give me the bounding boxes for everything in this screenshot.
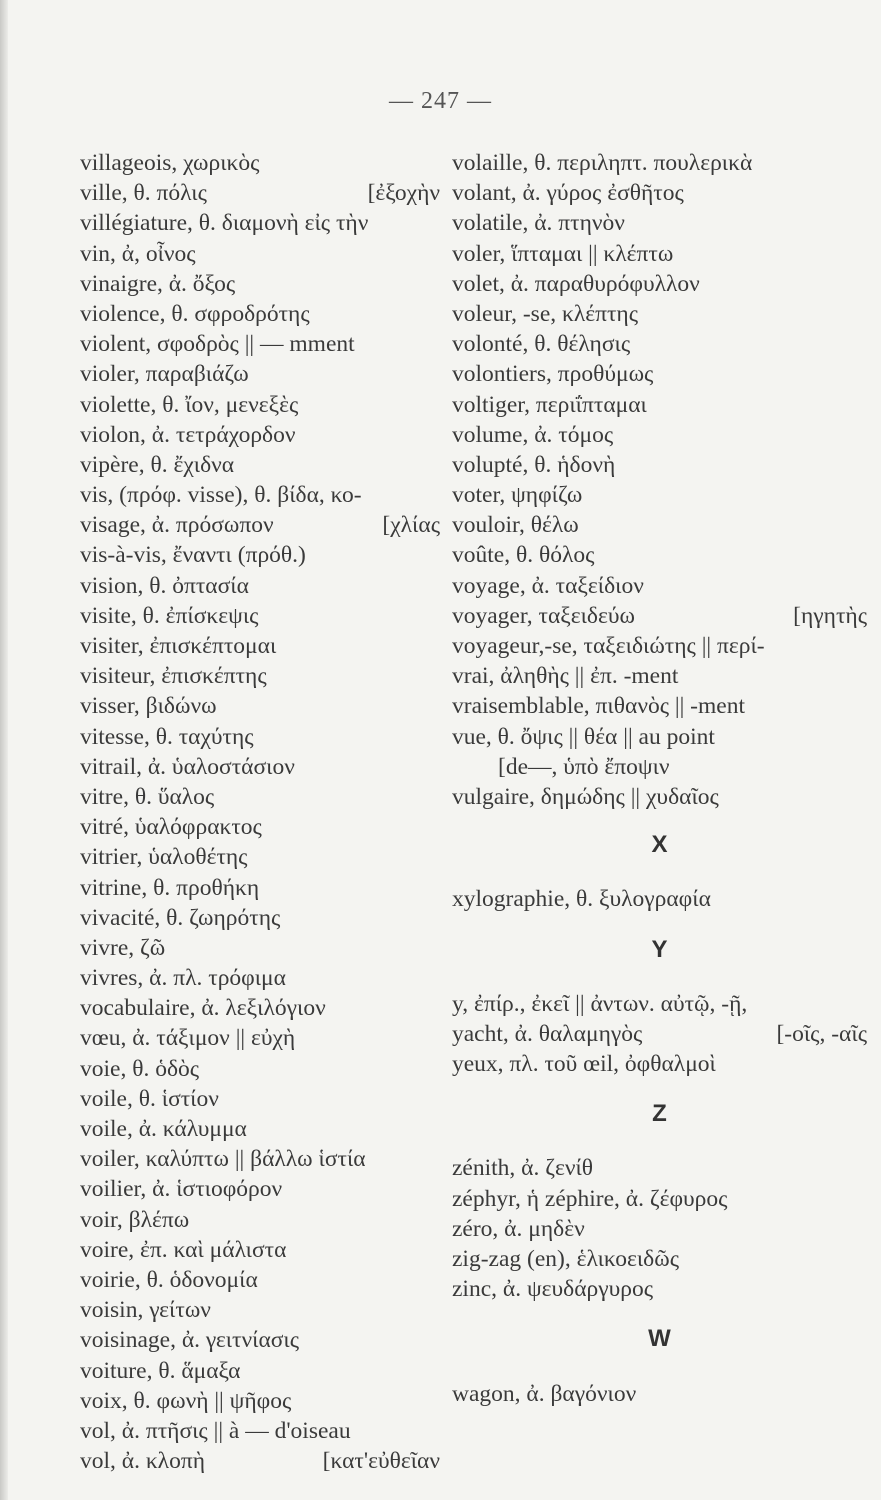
dictionary-entry [80,299,440,329]
entry-text: vis-à-vis, ἔναντι (πρόθ.) [80,542,306,569]
dictionary-entry [452,989,867,1019]
entry-text: vol, ἀ. κλοπὴ [80,1448,205,1475]
entry-text: vitré, ὑαλόφρακτος [80,814,262,841]
entry-text: voûte, θ. θόλος [452,542,595,569]
entry-text: vivre, ζῶ [80,934,166,961]
dictionary-entry [80,480,440,510]
entry-text: voirie, θ. ὁδονομία [80,1266,258,1293]
entry-text: voltiger, περιΐπταμαι [452,391,647,418]
entry-text: voleur, -se, κλέπτης [452,300,639,327]
dictionary-entry [80,1265,440,1295]
page-number: — 247 — [389,88,492,114]
section-letter-z: Z [652,1100,667,1128]
dictionary-entry [80,1023,440,1053]
dictionary-entry [80,903,440,933]
entry-text: zig-zag (en), ἑλικοειδῶς [452,1246,680,1273]
entry-text: visite, θ. ἐπίσκεψις [80,602,259,629]
dictionary-entry [452,480,867,510]
entry-text: volet, ἀ. παραθυρόφυλλον [452,270,700,297]
entry-text: yeux, πλ. τοῦ œil, ὀφθαλμοὶ [452,1051,716,1078]
entry-continuation: [χλίας [382,512,440,539]
entry-text: volume, ἀ. τόμος [452,421,614,448]
dictionary-entry [452,450,867,480]
dictionary-entry [452,510,867,540]
entry-text: [de—, ὑπὸ ἔποψιν [498,753,670,780]
entry-text: volatile, ἀ. πτηνὸν [452,210,625,237]
entry-text: voile, ἀ. κάλυμμα [80,1116,247,1142]
entry-text: vivacité, θ. ζωηρότης [80,904,281,931]
dictionary-entry [452,359,867,389]
entry-text: wagon, ἀ. βαγόνιον [452,1380,637,1407]
entry-text: vipère, θ. ἔχιδνα [80,451,235,478]
page-binding-edge [0,0,8,1500]
dictionary-entry [452,239,867,269]
entry-text: violon, ἀ. τετράχορδον [80,421,296,448]
entry-continuation: [κατ'εὐθεῖαν [322,1448,440,1475]
dictionary-entry [452,1244,867,1274]
entry-text: visser, βιδώνω [80,693,217,720]
dictionary-entry [80,420,440,450]
entry-text: vis, (πρόφ. visse), θ. βίδα, κο- [80,482,362,509]
dictionary-entry [80,691,440,721]
entry-text: xylographie, θ. ξυλογραφία [452,886,711,913]
entry-text: volant, ἀ. γύρος ἐσθῆτος [452,180,684,207]
x-entries-list [452,884,867,914]
y-entries-list [452,989,867,1080]
entry-text: voilier, ἀ. ἱστιοφόρον [80,1176,283,1203]
dictionary-entry [452,1019,867,1049]
entry-text: voix, θ. φωνὴ || ψῆφος [80,1387,292,1414]
entry-text: zinc, ἀ. ψευδάργυρος [452,1276,654,1303]
dictionary-entry [80,631,440,661]
dictionary-entry [452,148,867,178]
entry-text: vue, θ. ὄψις || θέα || au point [452,723,715,750]
dictionary-entry [452,178,867,208]
dictionary-entry [80,661,440,691]
dictionary-entry [80,390,440,420]
entry-text: violette, θ. ἴον, μενεξὲς [80,391,299,418]
entry-text: voire, ἐπ. καὶ μάλιστα [80,1236,287,1263]
v-entries-list [452,148,867,812]
entry-text: vrai, ἀληθὴς || ἐπ. -ment [452,663,679,690]
entry-continuation: [ἐξοχὴν [367,180,440,207]
entry-text: voisin, γείτων [80,1297,211,1324]
dictionary-entry [80,1174,440,1204]
entry-text: vivres, ἀ. πλ. τρόφιμα [80,965,286,992]
dictionary-entry [452,782,867,812]
dictionary-entry [80,1325,440,1355]
z-entries-list [452,1153,867,1304]
dictionary-entry [80,1356,440,1386]
dictionary-entry [80,1084,440,1114]
entry-text: visiteur, ἐπισκέπτης [80,663,267,690]
dictionary-entry [80,571,440,601]
entry-text: voie, θ. ὁδὸς [80,1055,200,1082]
entry-text: voiler, καλύπτω || βάλλω ἱστία [80,1146,366,1173]
entry-text: zéro, ἀ. μηδὲν [452,1215,585,1242]
dictionary-entry [452,540,867,570]
entry-text: voir, βλέπω [80,1206,190,1233]
dictionary-entry [452,329,867,359]
dictionary-entry [80,269,440,299]
dictionary-entry [80,782,440,812]
dictionary-entry [80,993,440,1023]
entry-text: vouloir, θέλω [452,512,579,539]
dictionary-entry [452,884,867,914]
dictionary-entry [80,812,440,842]
entry-text: vol, ἀ. πτῆσις || à — d'oiseau [80,1417,351,1444]
dictionary-entry [80,239,440,269]
dictionary-entry [80,1386,440,1416]
dictionary-entry [80,359,440,389]
dictionary-entry [452,1214,867,1244]
dictionary-entry [80,873,440,903]
dictionary-entry [80,933,440,963]
entry-text: vitrier, ὑαλοθέτης [80,844,248,871]
dictionary-entry [452,208,867,238]
entry-text: voyage, ἀ. ταξείδιον [452,572,644,599]
entry-text: vraisemblable, πιθανὸς || -ment [452,693,745,720]
entry-text: volonté, θ. θέλησις [452,331,631,358]
dictionary-entry [452,631,867,661]
entry-text: volupté, θ. ἡδονὴ [452,451,616,478]
entry-text: vitre, θ. ὕαλος [80,783,215,810]
w-entries-list [452,1379,867,1409]
entry-text: vinaigre, ἀ. ὄξος [80,270,236,297]
entry-continuation: [-οῖς, -αῖς [776,1020,867,1047]
dictionary-entry [452,269,867,299]
entry-text: vitrine, θ. προθήκη [80,874,260,901]
dictionary-entry [80,1235,440,1265]
entry-text: voisinage, ἀ. γειτνίασις [80,1327,300,1354]
dictionary-entry [80,1054,440,1084]
right-column [452,148,867,1409]
entry-text: voyager, ταξειδεύω [452,602,635,629]
entry-text: voyageur,-se, ταξειδιώτης || περί- [452,633,765,659]
entry-text: voler, ἵπταμαι || κλέπτω [452,240,674,267]
dictionary-entry [80,722,440,752]
entry-text: voter, ψηφίζω [452,482,583,509]
entry-text: vulgaire, δημώδης || χυδαῖος [452,783,719,810]
entry-text: visiter, ἐπισκέπτομαι [80,633,277,659]
dictionary-entry [452,1184,867,1214]
entry-text: yacht, ἀ. θαλαμηγὸς [452,1020,643,1047]
dictionary-entry [80,450,440,480]
entry-text: vision, θ. ὀπτασία [80,572,249,599]
dictionary-entry [452,722,867,752]
dictionary-entry [80,752,440,782]
dictionary-entry [452,390,867,420]
dictionary-entry [452,1379,867,1409]
entry-text: violence, θ. σφροδρότης [80,300,310,327]
dictionary-entry [80,842,440,872]
dictionary-entry [80,329,440,359]
entry-text: violer, παραβιάζω [80,361,249,388]
dictionary-entry [452,752,867,782]
entry-continuation: [ηγητὴς [793,602,867,629]
entry-text: volaille, θ. περιληπτ. πουλερικὰ [452,150,753,176]
entry-text: volontiers, προθύμως [452,361,654,388]
dictionary-entry [452,420,867,450]
dictionary-entry [80,1114,440,1144]
dictionary-entry [80,963,440,993]
entry-text: vœu, ἀ. τάξιμον || εὐχὴ [80,1025,296,1052]
section-letter-y: Y [651,935,668,963]
dictionary-entry [452,1153,867,1183]
entry-text: villageois, χωρικὸς [80,150,260,176]
entry-text: vitesse, θ. ταχύτης [80,723,254,750]
section-letter-x: X [651,831,668,859]
dictionary-entry [80,1295,440,1325]
left-column [80,148,440,1476]
entry-text: ville, θ. πόλις [80,180,207,207]
dictionary-entry [80,1446,440,1476]
dictionary-entry [452,571,867,601]
entry-text: zénith, ἀ. ζενίθ [452,1155,594,1182]
dictionary-entry [80,1144,440,1174]
entry-text: vitrail, ἀ. ὑαλοστάσιον [80,753,295,780]
dictionary-entry [80,148,440,178]
dictionary-entry [452,661,867,691]
entry-text: villégiature, θ. διαμονὴ εἰς τὴν [80,210,369,237]
dictionary-entry [452,1274,867,1304]
dictionary-entry [452,601,867,631]
entry-text: vin, ἀ, οἶνος [80,240,196,267]
dictionary-entry [452,691,867,721]
dictionary-entry [452,299,867,329]
dictionary-entry [452,1049,867,1079]
entry-text: zéphyr, ἡ zéphire, ἀ. ζέφυρος [452,1185,728,1212]
dictionary-entry [80,540,440,570]
dictionary-entry [80,178,440,208]
entry-text: violent, σφοδρὸς || — mment [80,331,355,358]
entry-text: voile, θ. ἱστίον [80,1085,219,1112]
dictionary-entry [80,208,440,238]
dictionary-entry [80,510,440,540]
entry-text: vocabulaire, ἀ. λεξιλόγιον [80,995,326,1022]
entry-text: voiture, θ. ἅμαξα [80,1357,241,1384]
entry-text: y, ἐπίρ., ἐκεῖ || ἀντων. αὐτῷ, -ῇ, [452,990,748,1017]
section-letter-w: W [648,1325,671,1353]
dictionary-entry [80,1205,440,1235]
entry-text: visage, ἀ. πρόσωπον [80,512,274,539]
dictionary-entry [80,1416,440,1446]
dictionary-entry [80,601,440,631]
